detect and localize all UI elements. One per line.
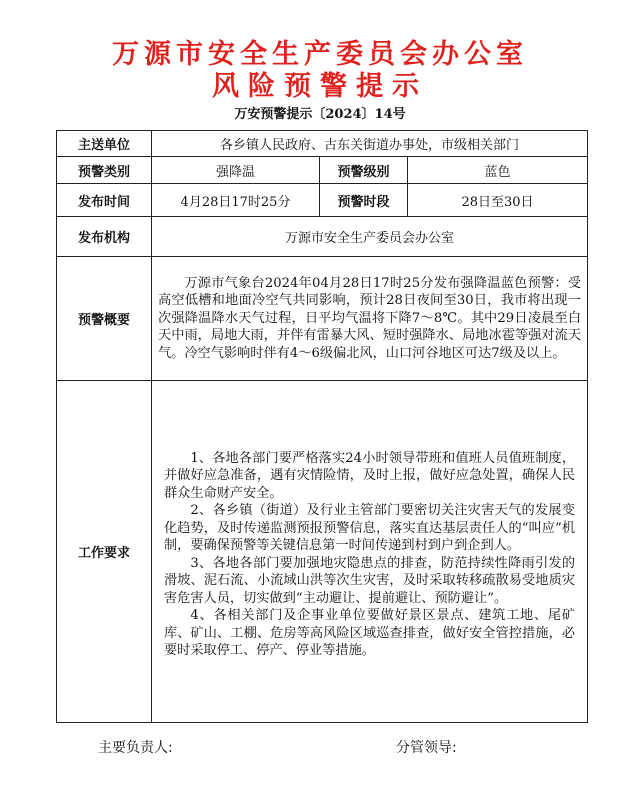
requirement-item-2: 2、各乡镇（街道）及行业主管部门要密切关注灾害天气的发展变化趋势，及时传递监测预报预警信息，落实直达基层责任人的“叫应”机制，要确保预警等关键信息第一时间传递到村到户到企到人。 <box>164 503 576 553</box>
responsible-signature-label: 主要负责人: <box>98 740 173 756</box>
period-label: 预警时段 <box>320 184 408 217</box>
row-category <box>57 157 588 184</box>
doc-title: 风险预警提示 <box>212 71 428 102</box>
recipients-value: 各乡镇人民政府、古东关街道办事处，市级相关部门 <box>152 131 588 157</box>
requirements-label: 工作要求 <box>57 381 152 723</box>
period-value: 28日至30日 <box>408 184 588 217</box>
row-requirements <box>57 381 588 723</box>
row-time <box>57 184 588 217</box>
doc-number: 万安预警提示〔2024〕14号 <box>234 107 406 122</box>
requirements-cell <box>152 381 588 723</box>
time-value: 4月28日17时25分 <box>152 184 320 217</box>
org-title: 万源市安全生产委员会办公室 <box>112 39 528 70</box>
overview-label: 预警概要 <box>57 257 152 381</box>
issuer-label: 发布机构 <box>57 217 152 257</box>
requirement-item-4: 4、各相关部门及企事业单位要做好景区景点、建筑工地、尾矿库、矿山、工棚、危房等高风险区域巡查排查，做好安全管控措施，必要时采取停工、停产、停业等措施。 <box>164 608 576 658</box>
category-value: 强降温 <box>152 157 320 184</box>
supervisor-signature-label: 分管领导: <box>396 740 457 756</box>
overview-cell <box>152 257 588 381</box>
row-recipients <box>57 131 588 157</box>
overview-text: 万源市气象台2024年04月28日17时25分发布强降温蓝色预警：受高空低槽和地面冷空气共同影响，预计28日夜间至30日，我市将出现一次强降温降水天气过程，日平均气温将下降7～8℃。其中29日凌晨至白天中雨，局地大雨，并伴有雷暴大风、短时强降水、局地冰雹等强对流天气。冷空气影响时伴有4～6级偏北风，山口河谷地区可达7级及以上。 <box>158 275 582 361</box>
level-label: 预警级别 <box>320 157 408 184</box>
level-value: 蓝色 <box>408 157 588 184</box>
warning-table <box>56 130 588 723</box>
recipients-label: 主送单位 <box>57 131 152 157</box>
category-label: 预警类别 <box>57 157 152 184</box>
requirement-item-1: 1、各地各部门要严格落实24小时领导带班和值班人员值班制度，并做好应急准备，遇有灾情险情，及时上报，做好应急处置，确保人民群众生命财产安全。 <box>164 450 576 501</box>
row-overview <box>57 257 588 381</box>
issuer-value: 万源市安全生产委员会办公室 <box>152 217 588 257</box>
requirement-item-3: 3、各地各部门要加强地灾隐患点的排查，防范持续性降雨引发的滑坡、泥石流、小流域山洪等次生灾害，及时采取转移疏散易受地质灾害危害人员，切实做到“主动避让、提前避让、预防避让”。 <box>164 555 576 606</box>
time-label: 发布时间 <box>57 184 152 217</box>
row-issuer <box>57 217 588 257</box>
